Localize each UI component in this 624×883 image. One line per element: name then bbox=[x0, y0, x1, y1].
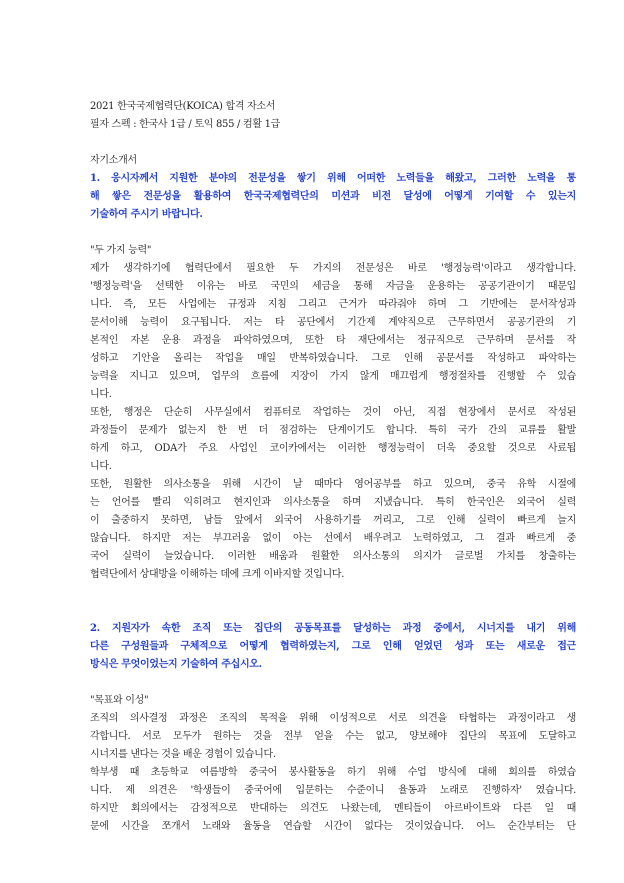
question-2 bbox=[90, 620, 576, 674]
author-specs: 필자 스펙 : 한국사 1급 / 토익 855 / 컴활 1급 bbox=[90, 119, 280, 130]
paragraph-line: 조직의 의사결정 과정은 조직의 목적을 위해 이성적으로 서로 의견을 타협하는 과정이라고 생 bbox=[90, 713, 576, 724]
document-title: 2021 한국국제협력단(KOICA) 합격 자소서 bbox=[90, 101, 276, 112]
answer-1 bbox=[90, 242, 576, 584]
question-line: 방식은 무엇이었는지 기술하여 주십시오. bbox=[90, 659, 262, 670]
question-line: 다른 구성원들과 구체적으로 어떻게 협력하였는지, 그로 인해 얻었던 성과 또는 새로운 접근 bbox=[90, 641, 576, 652]
paragraph-line: 문서이해 능력이 요구됩니다. 저는 타 공단에서 기간제 계약직으로 근무하면서 공공기관의 기 bbox=[90, 317, 576, 328]
question-line: 기술하여 주시기 바랍니다. bbox=[90, 209, 203, 220]
paragraph-line: 니다. 제 의견은 '학생들이 중국어에 입문하는 수준이니 율동과 노래로 진행하자' 였습니다. bbox=[90, 785, 576, 796]
paragraph-line: 과정들이 문제가 없는지 한 번 더 점검하는 단계이기도 합니다. 특히 국가 간의 교류를 활발 bbox=[90, 425, 576, 436]
paragraph-line: 니다. 즉, 모든 사업에는 규정과 지침 그리고 근거가 따라줘야 하며 그 기반에는 문서작성과 bbox=[90, 299, 576, 310]
question-line: 2. 지원자가 속한 조직 또는 집단의 공동목표를 달성하는 과정 중에서, 시너지를 내기 위해 bbox=[90, 623, 576, 634]
question-1 bbox=[90, 170, 576, 224]
paragraph-line: 문에 시간을 쪼개서 노래와 율동을 연습할 시간이 없다는 것이었습니다. 어느 순간부터는 단 bbox=[90, 821, 576, 832]
paragraph-line: 학부생 때 초등학교 여름방학 중국어 봉사활동을 하기 위해 수업 방식에 대해 회의를 하였습 bbox=[90, 767, 576, 778]
paragraph-line: 제가 생각하기에 협력단에서 필요한 두 가지의 전문성은 바로 '행정능력'이라고 생각합니다. bbox=[90, 263, 576, 274]
paragraph-line: 성하고 기안을 올리는 작업을 매일 반복하였습니다. 그로 인해 공문서를 작성하고 파악하는 bbox=[90, 353, 576, 364]
paragraph-line: 는 언어를 빨리 익히려고 현지인과 의사소통을 하며 지냈습니다. 특히 한국인은 외국어 실력 bbox=[90, 497, 576, 508]
paragraph-line: '행정능력'을 선택한 이유는 바로 국민의 세금을 통해 자금을 운용하는 공공기관이기 때문입 bbox=[90, 281, 576, 292]
paragraph-line: 협력단에서 상대방을 이해하는 데에 크게 이바지할 것입니다. bbox=[90, 569, 345, 580]
paragraph-line: 또한, 원활한 의사소통을 위해 시간이 날 때마다 영어공부를 하고 있으며, 중국 유학 시절에 bbox=[90, 479, 576, 490]
paragraph-line: 시너지를 낸다는 것을 배운 경험이 있습니다. bbox=[90, 749, 276, 760]
question-line: 해 쌓은 전문성을 활용하여 한국국제협력단의 미션과 비전 달성에 어떻게 기여할 수 있는지 bbox=[90, 191, 576, 202]
paragraph-line: 본적인 자본 운용 과정을 파악하였으며, 또한 타 재단에서는 정규직으로 근무하며 문서를 작 bbox=[90, 335, 576, 346]
paragraph-line: 않습니다. 하지만 저는 부끄러움 없이 아는 선에서 배우려고 노력하였고, 그 결과 빠르게 중 bbox=[90, 533, 576, 544]
paragraph-line: 니다. bbox=[90, 461, 112, 472]
paragraph-line: 하게 하고, ODA가 주요 사업인 코이카에서는 이러한 행정능력이 더욱 중요할 것으로 사료됩 bbox=[90, 443, 576, 454]
paragraph-line: 능력을 지니고 있으며, 업무의 흐름에 지장이 가지 않게 매끄럽게 행정절차를 진행할 수 있습 bbox=[90, 371, 576, 382]
paragraph-line: 각합니다. 서로 모두가 원하는 것을 전부 얻을 수는 없고, 양보해야 집단의 목표에 도달하고 bbox=[90, 731, 576, 742]
paragraph-line: 하지만 회의에서는 감정적으로 반대하는 의견도 나왔는데, 멘티들이 아르바이트와 다른 일 때 bbox=[90, 803, 576, 814]
answer-2 bbox=[90, 692, 576, 836]
paragraph-line: 이 출중하지 못하면, 남들 앞에서 외국어 사용하기를 꺼리고, 그로 인해 실력이 빠르게 늘지 bbox=[90, 515, 576, 526]
paragraph-line: 또한, 행정은 단순히 사무실에서 컴퓨터로 작업하는 것이 아닌, 직접 현장에서 문서로 작성된 bbox=[90, 407, 576, 418]
paragraph-line: 니다. bbox=[90, 389, 112, 400]
answer-heading: "두 가지 능력" bbox=[90, 245, 152, 256]
section-title: 자기소개서 bbox=[90, 155, 137, 166]
question-line: 1. 응시자께서 지원한 분야의 전문성을 쌓기 위해 어떠한 노력들을 해왔고, 그러한 노력을 통 bbox=[90, 173, 576, 184]
answer-heading: "목표와 이성" bbox=[90, 695, 149, 706]
paragraph-line: 국어 실력이 늘었습니다. 이러한 배움과 원활한 의사소통의 의지가 글로벌 가치를 창출하는 bbox=[90, 551, 576, 562]
